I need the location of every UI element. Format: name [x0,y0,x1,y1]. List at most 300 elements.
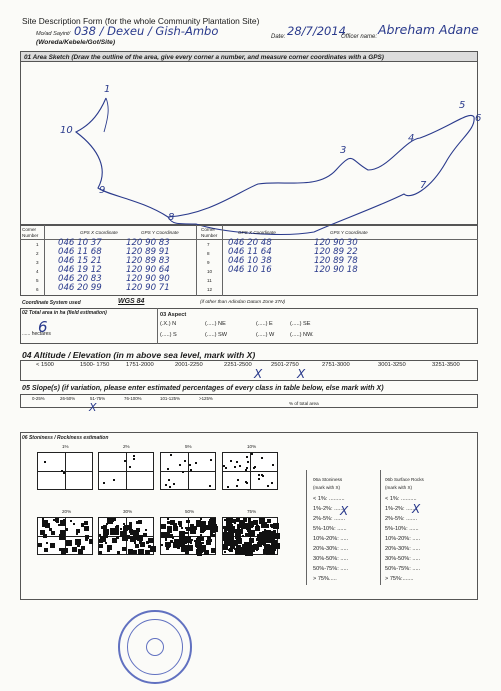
stone-dot [138,549,144,555]
col-gps-y-2: GPS Y Coordinate [330,230,368,235]
altitude-range: 3001-3250 [378,362,406,368]
corner-number: 10 [207,269,213,274]
stone-dot [264,522,267,525]
gps-y-value: 120 90 83 [126,238,170,248]
gps-x-value: 046 20 48 [228,238,272,248]
surface-rock-class: 20%-30%: ..... [385,546,421,552]
stoniness-class: < 1%: .......... [313,496,345,502]
table-divider-c [222,225,223,296]
gps-x-value: 046 20 99 [58,283,102,293]
gps-y-value: 120 90 71 [126,283,170,293]
surface-rock-class: > 75%:....... [385,576,414,582]
sketch-label-7: 7 [420,180,427,191]
stoniness-class: 1%-2%: ....... [313,506,346,512]
stone-dot [113,479,115,481]
gps-x-value: 046 10 16 [228,265,272,275]
stoniness-b-sub: (mark with X) [385,485,413,490]
slope-pct-label: % of total area [289,401,319,406]
stone-dot [247,461,249,463]
stone-dot [265,551,268,554]
stone-dot [161,544,163,546]
stone-dot [196,549,202,555]
stone-dot [168,479,170,481]
stone-dot [59,548,62,551]
sketch-label-10: 10 [60,125,73,136]
stone-dot [70,520,72,522]
stone-dot [189,540,192,543]
stone-dot [230,524,233,527]
corner-number: 6 [36,287,39,292]
stone-dot [66,540,72,546]
pattern-divider [223,471,277,472]
stone-dot [174,539,177,542]
stone-dot [38,543,42,547]
gps-y-value: 120 89 91 [126,247,170,257]
stone-dot [209,485,211,487]
gps-y-value: 120 90 30 [314,238,358,248]
pattern-divider [161,471,215,472]
stone-dot [261,457,263,459]
stone-dot [55,518,59,522]
stone-dot [254,547,256,549]
altitude-range: 1751-2000 [126,362,154,368]
slope-class: 76-100% [124,396,142,401]
stone-dot [117,551,120,554]
stone-dot [179,464,181,466]
stone-dot [210,459,212,461]
gps-x-value: 046 10 37 [58,238,102,248]
gps-x-value: 046 11 64 [228,247,272,257]
aspect-sw: (.....) SW [205,332,228,338]
stone-dot [248,531,254,537]
corner-number: 9 [207,260,210,265]
altitude-heading: 04 Altitude / Elevation (in m above sea level, mark with X) [22,350,256,360]
altitude-mark-1: X [254,367,263,381]
date-label: Date: [271,34,286,40]
stone-dot [247,550,253,556]
stone-dot [124,460,126,462]
stone-dot [187,548,190,551]
stone-dot [99,534,101,536]
stone-dot [146,541,149,544]
altitude-range: 2751-3000 [322,362,350,368]
stone-dot [267,519,271,523]
col-corner-2: Corner Number [201,227,218,238]
coord-system-value: WGS 84 [118,298,145,305]
stone-dot [185,542,187,544]
stone-dot [196,520,201,525]
stone-dot [256,525,259,528]
stone-dot [271,536,275,540]
stone-dot [186,527,190,531]
stone-dot [78,549,83,554]
stone-dot [224,546,228,550]
stone-dot [212,534,215,537]
table-divider-b [196,225,197,296]
altitude-range: 2001-2250 [175,362,203,368]
gps-y-value: 120 89 83 [126,256,170,266]
stone-dot [166,547,169,550]
stone-dot [50,543,55,548]
stone-dot [202,542,204,544]
pattern-label: 75% [247,509,257,514]
stoniness-a-sub: (mark with X) [313,485,341,490]
stone-dot [236,485,238,487]
stoniness-class: 10%-20%: ..... [313,536,349,542]
surface-rock-class: 10%-20%: ..... [385,536,421,542]
stone-dot [208,521,214,527]
stone-dot [99,551,102,554]
stone-dot [161,532,167,538]
surface-rock-class: 50%-75%: ..... [385,566,421,572]
stone-dot [113,518,116,521]
stone-dot [135,544,139,548]
stone-dot [253,467,255,469]
stone-dot [249,538,254,543]
slope-class: 51-75% [90,396,106,401]
total-area-heading: 02 Total area in ha (field estimation) [22,310,107,316]
stone-dot [234,466,236,468]
stone-dot [227,486,229,488]
stone-dot [44,548,48,552]
stoniness-col-line-2 [380,470,381,585]
officer-label: Officer name: [341,34,378,40]
stone-dot [110,528,116,534]
stone-dot [169,534,173,538]
stone-dot [111,522,113,524]
gps-x-value: 046 11 68 [58,247,102,257]
stone-dot [258,474,260,476]
stone-dot [237,479,239,481]
woreda-sublabel: (Woreda/Kebele/Got/Site) [36,39,116,46]
stone-dot [44,461,46,463]
col-gps-x-2: GPS X Coordinate [238,230,276,235]
pattern-label: 20% [62,509,72,514]
stone-dot [84,521,88,525]
stone-dot [138,520,142,524]
stone-dot [196,542,202,548]
stone-dot [104,529,107,532]
stone-dot [241,550,246,555]
total-area-value: 6 [38,318,48,336]
stoniness-heading: 06 Stoniness / Rockiness estimation [22,435,109,441]
stoniness-class: > 75%..... [313,576,337,582]
aspect-se: (.....) SE [290,321,311,327]
stone-dot [99,539,103,543]
slope-class: 26-50% [60,396,76,401]
corner-number: 11 [207,278,212,283]
stone-dot [133,455,135,457]
pattern-label: 10% [247,444,257,449]
stone-dot [246,467,248,469]
stone-dot [242,535,244,537]
stone-dot [236,461,238,463]
gps-x-value: 046 15 21 [58,256,102,266]
stone-dot [77,544,80,547]
stone-dot [239,465,241,467]
stoniness-class: 5%-10%: ...... [313,526,347,532]
stone-dot [186,520,189,523]
stone-dot [224,551,226,553]
stone-dot [84,526,89,531]
stone-dot [120,528,122,530]
stone-dot [40,530,45,535]
col-corner: Corner Number [22,227,39,238]
gps-y-value: 120 90 90 [126,274,170,284]
stone-dot [211,548,216,553]
stone-dot [65,528,68,531]
surface-rock-class: < 1%: .......... [385,496,417,502]
stoniness-class: 20%-30%: ..... [313,546,349,552]
stone-dot [63,472,65,474]
aspect-e: (.....) E [256,321,273,327]
stone-dot [267,485,269,487]
stone-dot [103,482,105,484]
pattern-label: 2% [123,444,130,449]
stoniness-class: 50%-75%: ..... [313,566,349,572]
stoniness-mark-b: X [412,502,421,516]
surface-rock-class: 30%-50%: ..... [385,556,421,562]
stone-dot [85,538,88,541]
stone-dot [87,535,89,537]
stone-dot [76,533,78,535]
stone-dot [271,531,274,534]
stone-dot [133,458,135,460]
stoniness-pattern [98,517,154,555]
stone-dot [267,545,272,550]
stone-dot [272,464,274,466]
pattern-label: 50% [185,509,195,514]
stone-dot [264,529,266,531]
stone-dot [179,524,182,527]
stone-dot [60,520,66,526]
stoniness-class: 2%-5%: ....... [313,516,346,522]
stone-dot [246,456,248,458]
stoniness-pattern [37,517,93,555]
stone-dot [59,534,65,540]
aspect-s: (.....) S [160,332,177,338]
table-divider-a [44,225,45,296]
stoniness-pattern [37,452,93,490]
slope-mark: X [89,401,97,414]
stone-dot [251,453,253,455]
stone-dot [271,482,273,484]
sketch-label-3: 3 [340,145,347,156]
stone-dot [195,462,197,464]
stone-dot [237,549,239,551]
stone-dot [261,474,263,476]
stone-dot [46,542,48,544]
altitude-range: 2251-2500 [224,362,252,368]
stone-dot [72,547,77,552]
stone-dot [224,519,226,521]
altitude-mark-2: X [297,367,306,381]
gps-x-value: 046 20 83 [58,274,102,284]
stone-dot [99,544,103,548]
woreda-value: 038 / Dexeu / Gish-Ambo [74,24,219,38]
stone-dot [123,523,125,525]
corner-number: 12 [207,287,213,292]
stone-dot [246,482,248,484]
altitude-range: 3251-3500 [432,362,460,368]
form-title: Site Description Form (for the whole Community Plantation Site) [22,16,260,26]
stoniness-a-title: 06a Stoniness [313,477,343,482]
stone-dot [58,524,60,526]
stone-dot [73,523,75,525]
slope-class: 0-25% [32,396,45,401]
gps-y-value: 120 89 78 [314,256,358,266]
pattern-label: 30% [123,509,133,514]
stone-dot [170,454,172,456]
pattern-divider [99,471,153,472]
pattern-label: 5% [185,444,192,449]
stone-dot [122,547,126,551]
stone-dot [143,533,147,537]
pattern-divider [38,471,92,472]
stone-dot [234,529,238,533]
stone-dot [167,518,169,520]
aspect-n: (.X.) N [160,321,177,327]
stone-dot [234,548,236,550]
col-gps-y: GPS Y Coordinate [141,230,179,235]
aspect-w: (.....) W [256,332,275,338]
stone-dot [145,529,147,531]
gps-y-value: 120 89 22 [314,247,358,257]
corner-number: 5 [36,278,39,283]
official-stamp [118,610,192,684]
stoniness-b-title: 06b Surface Rocks [385,477,424,482]
coord-system-label: Coordinate System used [22,300,81,306]
stone-dot [190,469,192,471]
stoniness-col-line [306,470,307,585]
stone-dot [103,535,106,538]
sketch-label-9: 9 [99,185,106,196]
stone-dot [129,529,133,533]
stone-dot [273,547,275,549]
stone-dot [241,523,247,529]
stone-dot [133,550,137,554]
woreda-label: Mo/ad Sayint/ [36,31,71,37]
corner-number: 8 [207,251,210,256]
stone-dot [200,534,202,536]
corner-number: 1 [36,242,39,247]
col-gps-x: GPS X Coordinate [80,230,118,235]
stone-dot [106,523,108,525]
date-value: 28/7/2014 [287,24,346,38]
stone-dot [179,535,185,541]
gps-y-value: 120 90 64 [126,265,170,275]
gps-y-value: 120 90 18 [314,265,358,275]
corner-number: 2 [36,251,39,256]
stone-dot [42,523,46,527]
slope-class: 101-125% [160,396,181,401]
stone-dot [258,478,260,480]
corner-number: 4 [36,269,39,274]
stone-dot [165,539,167,541]
stone-dot [225,467,227,469]
stone-dot [181,527,183,529]
stone-dot [61,470,63,472]
corner-number: 3 [36,260,39,265]
sketch-label-6: 6 [475,113,482,124]
surface-rock-class: 5%-10%: ...... [385,526,419,532]
altitude-range: 2501-2750 [271,362,299,368]
stone-dot [273,523,279,529]
stone-dot [230,540,233,543]
surface-rock-class: 1%-2%: ....... [385,506,418,512]
sketch-label-1: 1 [104,84,111,95]
stoniness-mark-a: X [340,504,349,518]
stone-dot [187,532,189,534]
stone-dot [149,545,151,547]
stone-dot [230,547,233,550]
stone-dot [128,549,133,554]
aspect-heading: 03 Aspect [160,312,187,318]
area-aspect-divider [157,308,158,344]
stone-dot [228,534,230,536]
stone-dot [236,537,238,539]
sketch-label-5: 5 [459,100,466,111]
corner-number: 7 [207,242,210,247]
stone-dot [173,523,177,527]
stone-dot [162,525,164,527]
stone-dot [200,529,204,533]
stone-dot [257,535,260,538]
stone-dot [184,460,186,462]
stone-dot [258,539,264,545]
stoniness-pattern [160,517,216,555]
stone-dot [167,468,169,470]
stoniness-pattern [160,452,216,490]
gps-x-value: 046 10 38 [228,256,272,266]
stone-dot [167,521,170,524]
aspect-ne: (.....) NE [205,321,226,327]
stone-dot [165,484,167,486]
stone-dot [89,540,93,544]
officer-value: Abreham Adane [378,22,479,37]
sketch-label-8: 8 [168,212,175,223]
stone-dot [129,466,131,468]
stone-dot [139,541,142,544]
stone-dot [136,528,140,532]
stone-dot [253,523,255,525]
total-area-unit: ...... hectares [22,331,51,337]
stoniness-pattern [222,452,278,490]
stone-dot [254,520,257,523]
aspect-nw: (.....) NW. [290,332,314,338]
stone-dot [173,483,175,485]
area-sketch-heading: 01 Area Sketch (Draw the outline of the area, give every corner a number, and measure corner coordinates with a GPS) [20,51,478,62]
stone-dot [238,529,243,534]
pattern-label: 1% [62,444,69,449]
altitude-range: 1500- 1750 [80,362,110,368]
stone-dot [209,539,212,542]
coord-system-note: (if other than Adindan Datum Zone 37N) [200,300,286,305]
stone-dot [105,542,107,544]
altitude-range: < 1500 [36,362,54,368]
sketch-label-4: 4 [408,133,415,144]
stone-dot [51,531,55,535]
surface-rock-class: 2%-5%: ....... [385,516,418,522]
stone-dot [189,464,191,466]
stone-dot [248,527,251,530]
stone-dot [168,528,170,530]
stoniness-pattern [98,452,154,490]
slope-class: >125% [199,396,213,401]
stone-dot [245,469,247,471]
stoniness-class: 30%-50%: ..... [313,556,349,562]
stone-dot [112,538,117,543]
